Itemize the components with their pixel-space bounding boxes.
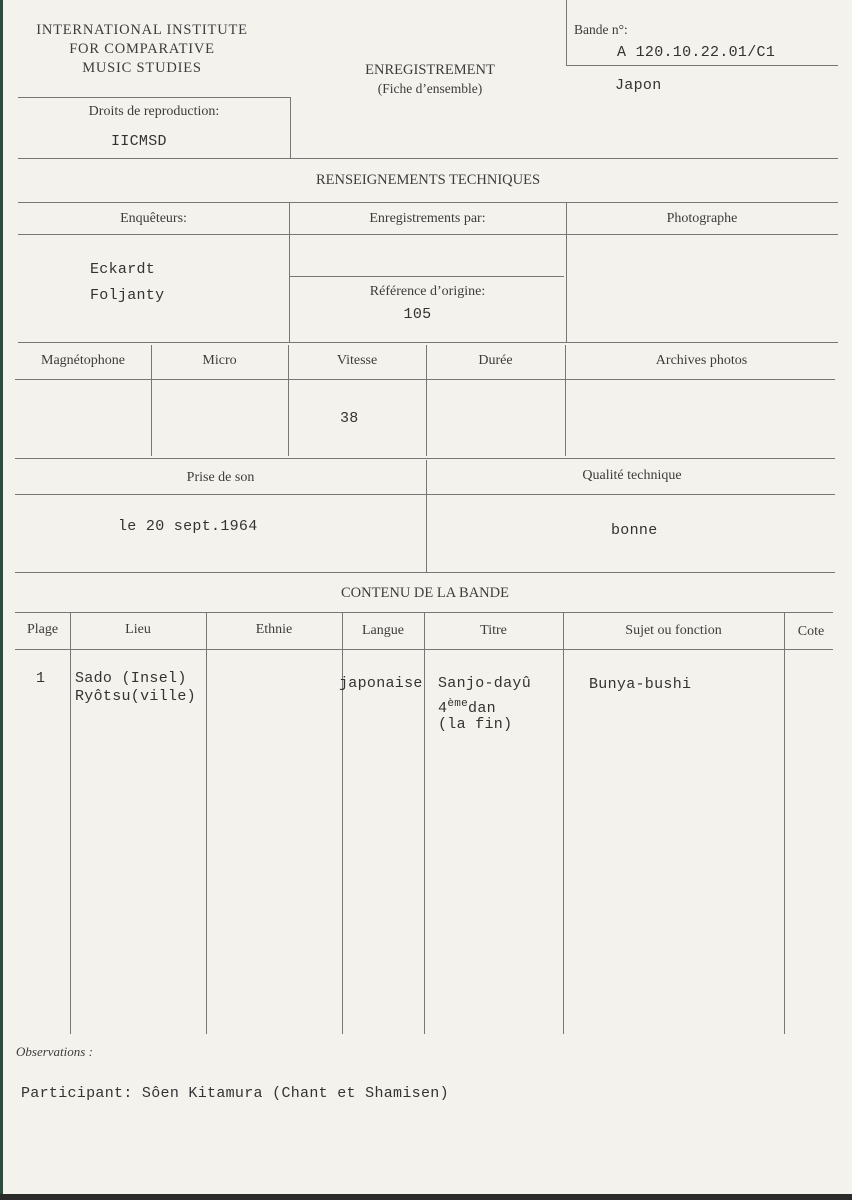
- contents-col-divider-6: [784, 612, 785, 1034]
- row1-titre-dan: dan: [468, 700, 496, 717]
- magnetophone-label: Magnétophone: [41, 353, 125, 368]
- row1-sujet: Bunya-bushi: [589, 676, 692, 693]
- prise-bottom-line: [15, 572, 835, 573]
- contents-col-divider-4: [424, 612, 425, 1034]
- row1-titre-suffix: ème: [447, 698, 469, 710]
- contents-col-divider-1: [70, 612, 71, 1034]
- reference-divider: [289, 276, 564, 277]
- row1-titre-1: Sanjo-dayû: [438, 675, 532, 692]
- tech-section-line: [18, 342, 838, 343]
- vitesse-value: 38: [340, 410, 359, 427]
- micro-label: Micro: [202, 353, 237, 368]
- row1-langue: japonaise: [339, 675, 423, 692]
- observations-label: Observations :: [16, 1044, 93, 1059]
- bande-box-left-border: [566, 0, 567, 66]
- enregistrement-title: ENREGISTREMENT: [365, 62, 495, 78]
- header-titre: Titre: [480, 623, 507, 638]
- contents-col-divider-5: [563, 612, 564, 1034]
- reference-label: Référence d’origine:: [369, 284, 486, 299]
- bande-number: A 120.10.22.01/C1: [617, 44, 776, 61]
- enqueteurs-label: Enquêteurs:: [120, 211, 187, 226]
- institute-line-3: MUSIC STUDIES: [82, 60, 202, 76]
- contents-col-divider-2: [206, 612, 207, 1034]
- droits-box-right-border: [290, 97, 291, 158]
- archives-photos-label: Archives photos: [655, 353, 748, 368]
- header-ethnie: Ethnie: [255, 622, 293, 637]
- prise-de-son-value: le 20 sept.1964: [118, 518, 258, 535]
- bande-label: Bande n°:: [574, 22, 628, 37]
- droits-box-top-border: [18, 97, 290, 98]
- tech-row-header-line: [15, 379, 835, 380]
- observations-text: Participant: Sôen Kitamura (Chant et Shamisen): [21, 1085, 449, 1102]
- droits-label: Droits de reproduction:: [88, 104, 220, 119]
- reference-value: 105: [403, 306, 432, 323]
- duree-label: Durée: [478, 353, 513, 368]
- scan-edge-left: [0, 0, 3, 1200]
- institute-line-2: FOR COMPARATIVE: [69, 41, 215, 57]
- enqueteur-1: Eckardt: [90, 261, 156, 278]
- contents-header-line: [15, 649, 833, 650]
- scan-edge-bottom: [0, 1194, 852, 1200]
- header-plage: Plage: [26, 622, 59, 637]
- header-langue: Langue: [362, 623, 404, 638]
- row1-titre-3: (la fin): [438, 716, 513, 733]
- row1-titre-number: 4: [438, 700, 448, 717]
- institute-line-1: INTERNATIONAL INSTITUTE: [36, 22, 248, 38]
- tech-row-bottom-line: [15, 458, 835, 459]
- row1-titre-2: [438, 698, 496, 717]
- bande-box-bottom-border: [566, 65, 838, 66]
- enqueteurs-header-line: [18, 234, 838, 235]
- tech-heading: RENSEIGNEMENTS TECHNIQUES: [315, 172, 541, 188]
- institute-name: [18, 21, 266, 78]
- enregistrement-subtitle: (Fiche d’ensemble): [377, 81, 483, 96]
- header-lieu: Lieu: [125, 622, 151, 637]
- qualite-value: bonne: [611, 522, 658, 539]
- header-cote: Cote: [797, 624, 825, 639]
- qualite-label: Qualité technique: [582, 468, 682, 483]
- row1-lieu-1: Sado (Insel): [75, 670, 187, 687]
- photographe-label: Photographe: [666, 211, 738, 226]
- header-sujet: Sujet ou fonction: [625, 623, 722, 638]
- enqueteur-2: Foljanty: [90, 287, 165, 304]
- contenu-heading: CONTENU DE LA BANDE: [341, 585, 509, 601]
- droits-value: IICMSD: [111, 133, 167, 150]
- row1-lieu-2: Ryôtsu(ville): [75, 688, 196, 705]
- enregistrements-par-label: Enregistrements par:: [369, 211, 486, 226]
- prise-header-line: [15, 494, 835, 495]
- vitesse-label: Vitesse: [336, 353, 378, 368]
- tech-heading-bottom-line: [18, 202, 838, 203]
- country: Japon: [615, 77, 662, 94]
- prise-de-son-label: Prise de son: [186, 470, 255, 485]
- tech-heading-top-line: [18, 158, 838, 159]
- row1-plage: 1: [36, 670, 46, 687]
